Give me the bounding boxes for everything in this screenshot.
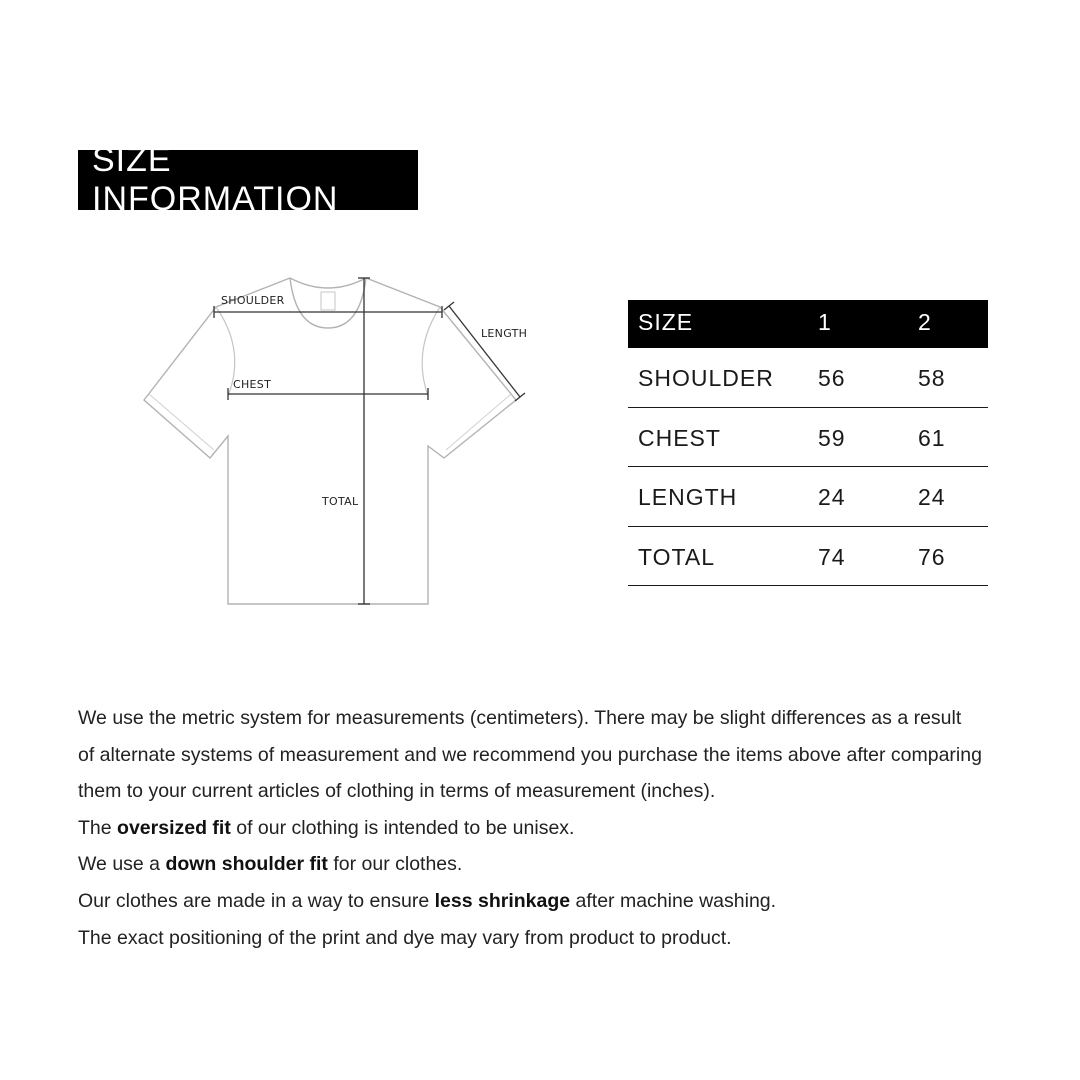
note-text: We use the metric system for measurements (centimeters). There may be slight differences as a result xyxy=(78,707,962,729)
note-emphasis: oversized fit xyxy=(117,816,231,839)
row-value-size-1: 59 xyxy=(818,424,846,451)
size-table xyxy=(628,300,988,586)
row-value-size-2: 58 xyxy=(918,365,946,391)
note-text: The xyxy=(78,816,118,839)
size-table-header-col-2: 2 xyxy=(918,309,932,335)
tshirt-measurement-diagram xyxy=(130,262,550,622)
note-line xyxy=(78,773,1018,810)
note-line xyxy=(78,846,1018,883)
note-text: of our clothing is intended to be unisex. xyxy=(230,816,575,839)
table-row xyxy=(628,467,988,527)
page-title xyxy=(78,141,418,218)
note-text: of alternate systems of measurement and we recommend you purchase the items above after comparing xyxy=(78,743,982,766)
row-value-size-1: 24 xyxy=(818,484,846,510)
shoulder-label: SHOULDER xyxy=(221,294,285,307)
note-line xyxy=(78,737,1018,774)
note-text: after machine washing. xyxy=(570,889,777,912)
table-row xyxy=(628,408,988,468)
row-value-size-2: 76 xyxy=(918,543,946,570)
chest-label: CHEST xyxy=(233,378,272,391)
size-notes xyxy=(78,700,1018,956)
size-table-header-col-1: 1 xyxy=(818,309,832,335)
tshirt-outline xyxy=(144,278,516,604)
note-emphasis: less shrinkage xyxy=(434,889,571,912)
length-measure-cap-bottom xyxy=(515,393,525,401)
row-label: CHEST xyxy=(638,424,721,451)
row-label: SHOULDER xyxy=(638,365,774,391)
tshirt-diagram-svg xyxy=(130,262,550,622)
length-measure-cap-top xyxy=(444,302,454,310)
row-value-size-1: 74 xyxy=(818,543,846,570)
note-line xyxy=(78,920,1018,957)
table-row xyxy=(628,527,988,587)
row-value-size-2: 24 xyxy=(918,484,946,510)
row-value-size-2: 61 xyxy=(918,424,946,451)
page-title-text: SIZE INFORMATION xyxy=(92,141,339,218)
note-text: The exact positioning of the print and dye may vary from product to product. xyxy=(78,926,732,949)
note-line xyxy=(78,810,1018,847)
row-label: TOTAL xyxy=(638,543,715,570)
table-row xyxy=(628,348,988,408)
total-label: TOTAL xyxy=(322,495,359,508)
note-emphasis: down shoulder fit xyxy=(165,853,328,876)
note-line xyxy=(78,700,1018,737)
note-text: them to your current articles of clothing in terms of measurement (inches). xyxy=(78,780,716,803)
note-line xyxy=(78,883,1018,920)
length-label: LENGTH xyxy=(481,327,528,340)
note-text: We use a xyxy=(78,853,166,876)
row-value-size-1: 56 xyxy=(818,365,846,391)
size-table-header xyxy=(628,300,988,348)
note-text: for our clothes. xyxy=(327,853,463,876)
row-label: LENGTH xyxy=(638,484,738,510)
note-text: Our clothes are made in a way to ensure xyxy=(78,889,435,912)
size-table-header-label: SIZE xyxy=(638,309,694,335)
